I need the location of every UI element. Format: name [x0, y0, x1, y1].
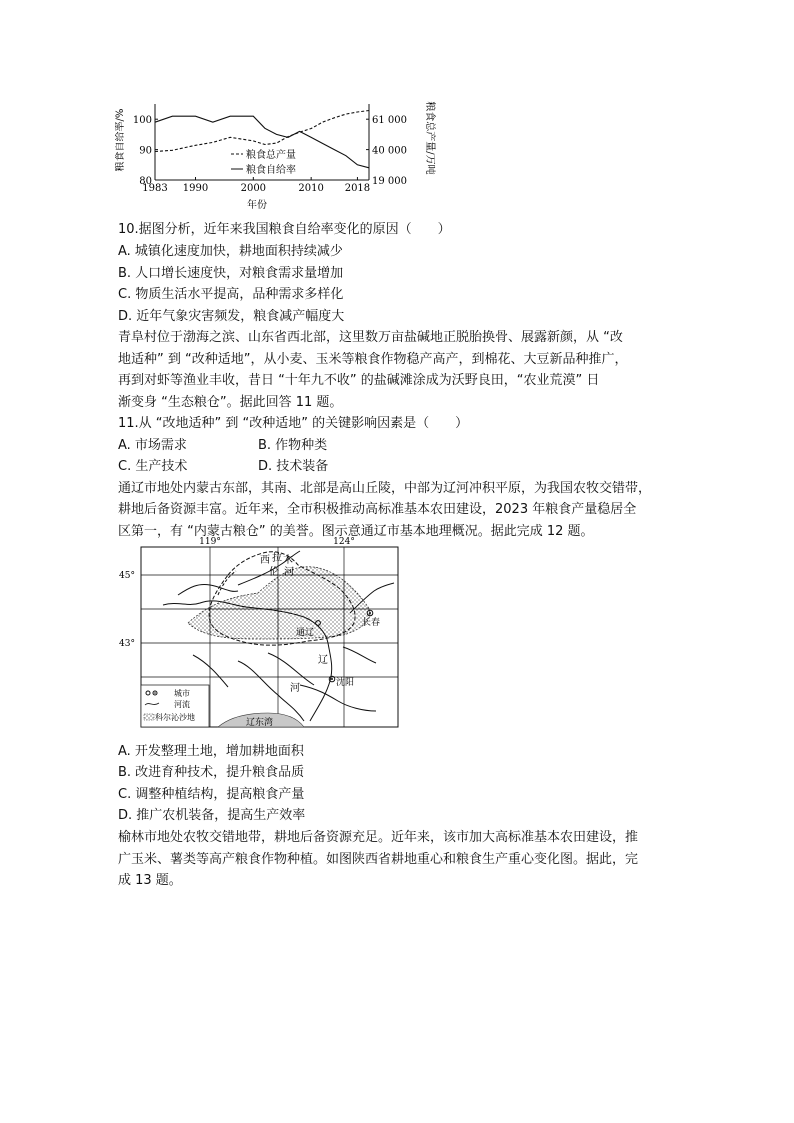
river-char-2: 拉 [272, 553, 282, 564]
legend-total-label: 粮食总产量 [246, 150, 296, 161]
q12-option-d[interactable]: D. 推广农机装备，提高生产效率 [118, 808, 306, 823]
legend-river: 河流 [174, 700, 190, 709]
y-left-label: 粮食自给率/% [115, 108, 126, 172]
q11-option-c[interactable]: C. 生产技术 [118, 459, 188, 474]
shenyang-label: 沈阳 [336, 678, 355, 688]
x-axis-label: 年份 [247, 200, 267, 210]
y-right-tick-label: 61 000 [372, 115, 407, 127]
y-left-tick-label: 80 [139, 176, 152, 187]
x-tick-label: 2018 [344, 183, 371, 194]
x-tick-label: 1983 [142, 183, 168, 194]
river-char-5: 河 [284, 567, 294, 578]
lon-124-label: 124° [333, 537, 355, 547]
y-right-tick-label: 19 000 [372, 176, 407, 187]
river-char-3: 木 [283, 555, 293, 566]
river-char-4: 伦 [269, 567, 279, 578]
x-tick-label: 2010 [298, 183, 324, 194]
bay-label: 辽东湾 [246, 718, 274, 728]
q10-stem: 10.据图分析，近年来我国粮食自给率变化的原因（ ） [118, 222, 451, 237]
q10-option-b[interactable]: B. 人口增长速度快，对粮食需求量增加 [118, 266, 344, 281]
y-left-tick-label: 100 [132, 115, 152, 127]
q12-option-b[interactable]: B. 改进育种技术，提升粮食品质 [118, 765, 305, 780]
q12-option-a[interactable]: A. 开发整理土地，增加耕地面积 [118, 744, 304, 759]
passage12-line2: 耕地后备资源丰富。近年来，全市积极推动高标准基本农田建设，2023 年粮食产量稳居全 [118, 502, 637, 517]
y-right-tick-label: 40 000 [372, 145, 407, 157]
river-char-1: 西 [260, 555, 270, 566]
x-tick-label: 1990 [182, 183, 209, 194]
changchun-label: 长春 [362, 618, 381, 628]
river-char-6: 辽 [318, 655, 328, 666]
passage13-line1: 榆林市地处农牧交错地带，耕地后备资源充足。近年来，该市加大高标准基本农田建设，推 [118, 830, 639, 845]
y-left-tick-label: 90 [139, 145, 152, 157]
y-right-label: 粮食总产量/万吨 [424, 101, 435, 175]
lat-45-label: 45° [119, 571, 135, 581]
passage11-line3: 再到对虾等渔业丰收，昔日 “十年九不收” 的盐碱滩涂成为沃野良田，“农业荒漠” 日 [118, 373, 600, 388]
tongliao-label: 通辽 [296, 628, 315, 638]
passage13-line2: 广玉米、薯类等高产粮食作物种植。如图陕西省耕地重心和粮食生产重心变化图。据此，完 [118, 852, 639, 867]
map-legend [141, 685, 209, 727]
q11-option-d[interactable]: D. 技术装备 [258, 459, 329, 474]
legend-selfrate-label: 粮食自给率 [246, 165, 296, 176]
q10-option-d[interactable]: D. 近年气象灾害频发，粮食减产幅度大 [118, 309, 345, 324]
passage11-line2: 地适种” 到 “改种适地”，从小麦、玉米等粮食作物稳产高产，到棉花、大豆新品种推广， [118, 352, 628, 367]
q12-option-c[interactable]: C. 调整种植结构，提高粮食产量 [118, 787, 305, 802]
river-char-7: 河 [290, 683, 300, 694]
q10-option-c[interactable]: C. 物质生活水平提高，品种需求多样化 [118, 287, 344, 302]
grain-chart [115, 98, 445, 210]
legend-sandy-land: 科尔沁沙地 [155, 713, 195, 722]
q11-option-a[interactable]: A. 市场需求 [118, 438, 187, 453]
q11-option-b[interactable]: B. 作物种类 [258, 438, 328, 453]
tongliao-map [118, 535, 403, 730]
passage13-line3: 成 13 题。 [118, 873, 182, 888]
q11-stem: 11.从 “改地适种” 到 “改种适地” 的关键影响因素是（ ） [118, 416, 469, 431]
legend-city: 城市 [174, 689, 190, 698]
lat-43-label: 43° [119, 639, 135, 649]
passage11-line1: 青阜村位于渤海之滨、山东省西北部，这里数万亩盐碱地正脱胎换骨、展露新颜，从 “改 [118, 330, 623, 345]
passage12-line1: 通辽市地处内蒙古东部，其南、北部是高山丘陵，中部为辽河冲积平原，为我国农牧交错带， [118, 481, 652, 496]
passage11-line4: 渐变身 “生态粮仓”。据此回答 11 题。 [118, 395, 343, 410]
chart-legend [231, 148, 296, 176]
passage12-line3: 区第一，有 “内蒙古粮仓” 的美誉。图示意通辽市基本地理概况。据此完成 12 题。 [118, 524, 594, 539]
x-tick-label: 2000 [240, 183, 267, 194]
lon-119-label: 119° [199, 537, 221, 547]
q10-option-a[interactable]: A. 城镇化速度加快，耕地面积持续减少 [118, 244, 343, 259]
